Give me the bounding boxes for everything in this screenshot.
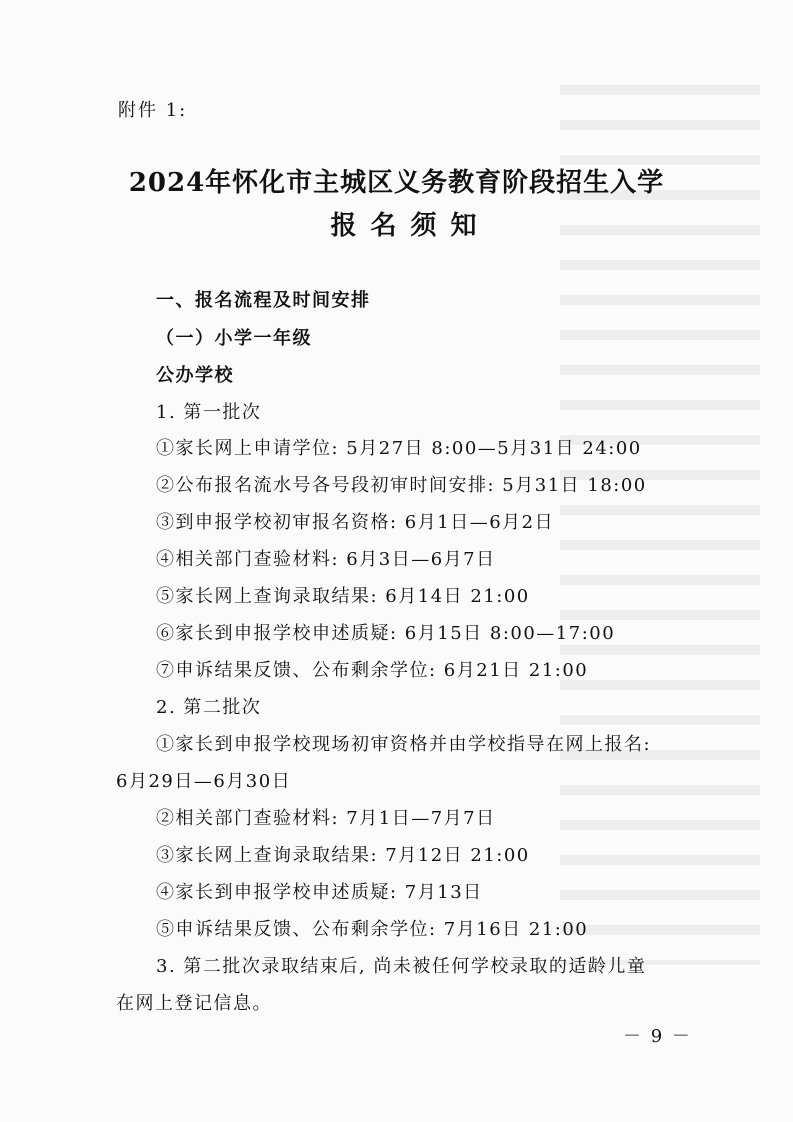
batch1-item: ②公布报名流水号各号段初审时间安排: 5月31日 18:00 xyxy=(156,475,647,496)
batch1-item: ①家长网上申请学位: 5月27日 8:00—5月31日 24:00 xyxy=(156,438,642,459)
batch1-item: ⑤家长网上查询录取结果: 6月14日 21:00 xyxy=(156,586,530,607)
note-paragraph: 3. 第二批次录取结束后, 尚未被任何学校录取的适龄儿童 xyxy=(156,956,647,977)
batch1-item: ⑥家长到申报学校申述质疑: 6月15日 8:00—17:00 xyxy=(156,623,616,644)
batch2-item: ②相关部门查验材料: 7月1日—7月7日 xyxy=(156,808,496,829)
batch2-item: ⑤申诉结果反馈、公布剩余学位: 7月16日 21:00 xyxy=(156,919,589,940)
batch2-item: ①家长到申报学校现场初审资格并由学校指导在网上报名: xyxy=(156,734,652,755)
section-heading: 一、报名流程及时间安排 xyxy=(156,290,371,311)
document-subtitle: 报名须知 xyxy=(330,211,491,241)
page-number: － 9 － xyxy=(623,1026,692,1047)
school-type-heading: 公办学校 xyxy=(156,365,234,386)
batch2-item: ④家长到申报学校申述质疑: 7月13日 xyxy=(156,882,483,903)
batch1-item: ④相关部门查验材料: 6月3日—6月7日 xyxy=(156,549,496,570)
batch2-item: ③家长网上查询录取结果: 7月12日 21:00 xyxy=(156,845,530,866)
batch1-heading: 1. 第一批次 xyxy=(156,402,262,423)
note-paragraph-continued: 在网上登记信息。 xyxy=(116,993,272,1014)
batch2-item-continued: 6月29日—6月30日 xyxy=(116,771,292,792)
attachment-label: 附件 1: xyxy=(118,100,188,121)
batch1-item: ③到申报学校初审报名资格: 6月1日—6月2日 xyxy=(156,512,555,533)
document-title: 2024年怀化市主城区义务教育阶段招生入学 xyxy=(128,168,665,198)
batch1-item: ⑦申诉结果反馈、公布剩余学位: 6月21日 21:00 xyxy=(156,660,589,681)
batch2-heading: 2. 第二批次 xyxy=(156,697,262,718)
subsection-heading: （一）小学一年级 xyxy=(156,328,312,349)
